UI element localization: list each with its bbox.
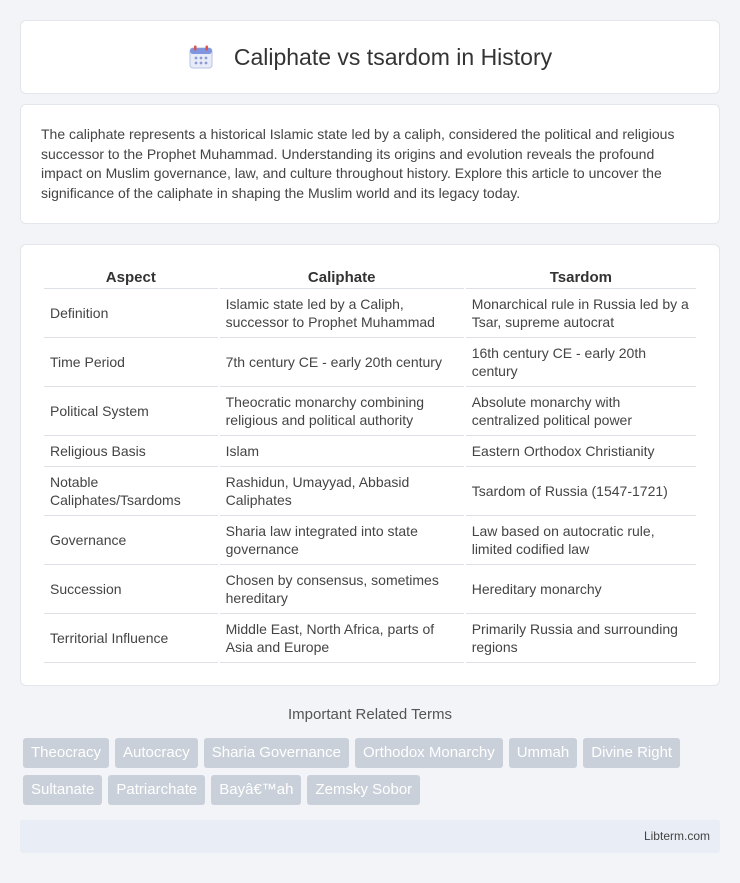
footer-site-link[interactable]: Libterm.com: [643, 829, 710, 843]
tag-ummah[interactable]: Ummah: [509, 738, 578, 768]
header-card: [20, 20, 720, 94]
table-row: [44, 467, 696, 516]
row-tsardom: 16th century CE - early 20th century: [466, 338, 696, 387]
row-tsardom: Hereditary monarchy: [466, 565, 696, 614]
table-row: [44, 338, 696, 387]
row-aspect: Succession: [44, 565, 218, 614]
related-terms-tags: [23, 738, 723, 805]
tag-orthodox-monarchy[interactable]: Orthodox Monarchy: [355, 738, 503, 768]
header-aspect: Aspect: [44, 265, 218, 289]
row-tsardom: Monarchical rule in Russia led by a Tsar, supreme autocrat: [466, 289, 696, 338]
table-row: [44, 614, 696, 663]
intro-card: [20, 104, 720, 224]
row-tsardom: Primarily Russia and surrounding regions: [466, 614, 696, 663]
row-tsardom: Tsardom of Russia (1547-1721): [466, 467, 696, 516]
table-row: [44, 289, 696, 338]
table-row: [44, 565, 696, 614]
row-tsardom: Absolute monarchy with centralized political power: [466, 387, 696, 436]
row-caliphate: Rashidun, Umayyad, Abbasid Caliphates: [220, 467, 464, 516]
row-caliphate: Theocratic monarchy combining religious and political authority: [220, 387, 464, 436]
related-terms-title: Important Related Terms: [288, 706, 452, 723]
tag-patriarchate[interactable]: Patriarchate: [108, 775, 205, 805]
table-row: [44, 436, 696, 467]
table-row: [44, 387, 696, 436]
row-aspect: Definition: [44, 289, 218, 338]
row-aspect: Territorial Influence: [44, 614, 218, 663]
row-aspect: Religious Basis: [44, 436, 218, 467]
header-tsardom: Tsardom: [466, 265, 696, 289]
row-tsardom: Law based on autocratic rule, limited codified law: [466, 516, 696, 565]
tag-theocracy[interactable]: Theocracy: [23, 738, 109, 768]
tag-sultanate[interactable]: Sultanate: [23, 775, 102, 805]
comparison-table-card: [20, 244, 720, 686]
comparison-table: [42, 265, 698, 663]
footer: [20, 820, 720, 853]
row-caliphate: Chosen by consensus, sometimes hereditary: [220, 565, 464, 614]
intro-paragraph: The caliphate represents a historical Islamic state led by a caliph, considered the political and religious successor to the Prophet Muhammad. Understanding its origins and evolution reveals the profound impact on Muslim governance, law, and culture throughout history. Explore this article to uncover the significance of the caliphate in shaping the Muslim world and its legacy today.: [41, 126, 675, 201]
row-aspect: Time Period: [44, 338, 218, 387]
header-caliphate: Caliphate: [220, 265, 464, 289]
page-title: Caliphate vs tsardom in History: [233, 43, 553, 70]
row-tsardom: Eastern Orthodox Christianity: [466, 436, 696, 467]
row-caliphate: 7th century CE - early 20th century: [220, 338, 464, 387]
tag-sharia-governance[interactable]: Sharia Governance: [204, 738, 349, 768]
tag-zemsky-sobor[interactable]: Zemsky Sobor: [307, 775, 420, 805]
tag-bayah[interactable]: Bayâ€™ah: [211, 775, 301, 805]
calendar-icon: [188, 44, 214, 70]
row-aspect: Political System: [44, 387, 218, 436]
row-caliphate: Islam: [220, 436, 464, 467]
table-row: [44, 516, 696, 565]
table-header-row: [44, 265, 696, 289]
row-caliphate: Middle East, North Africa, parts of Asia and Europe: [220, 614, 464, 663]
row-caliphate: Islamic state led by a Caliph, successor to Prophet Muhammad: [220, 289, 464, 338]
row-caliphate: Sharia law integrated into state governance: [220, 516, 464, 565]
tag-autocracy[interactable]: Autocracy: [115, 738, 198, 768]
row-aspect: Notable Caliphates/Tsardoms: [44, 467, 218, 516]
row-aspect: Governance: [44, 516, 218, 565]
tag-divine-right[interactable]: Divine Right: [583, 738, 680, 768]
title-wrap: [188, 44, 552, 71]
